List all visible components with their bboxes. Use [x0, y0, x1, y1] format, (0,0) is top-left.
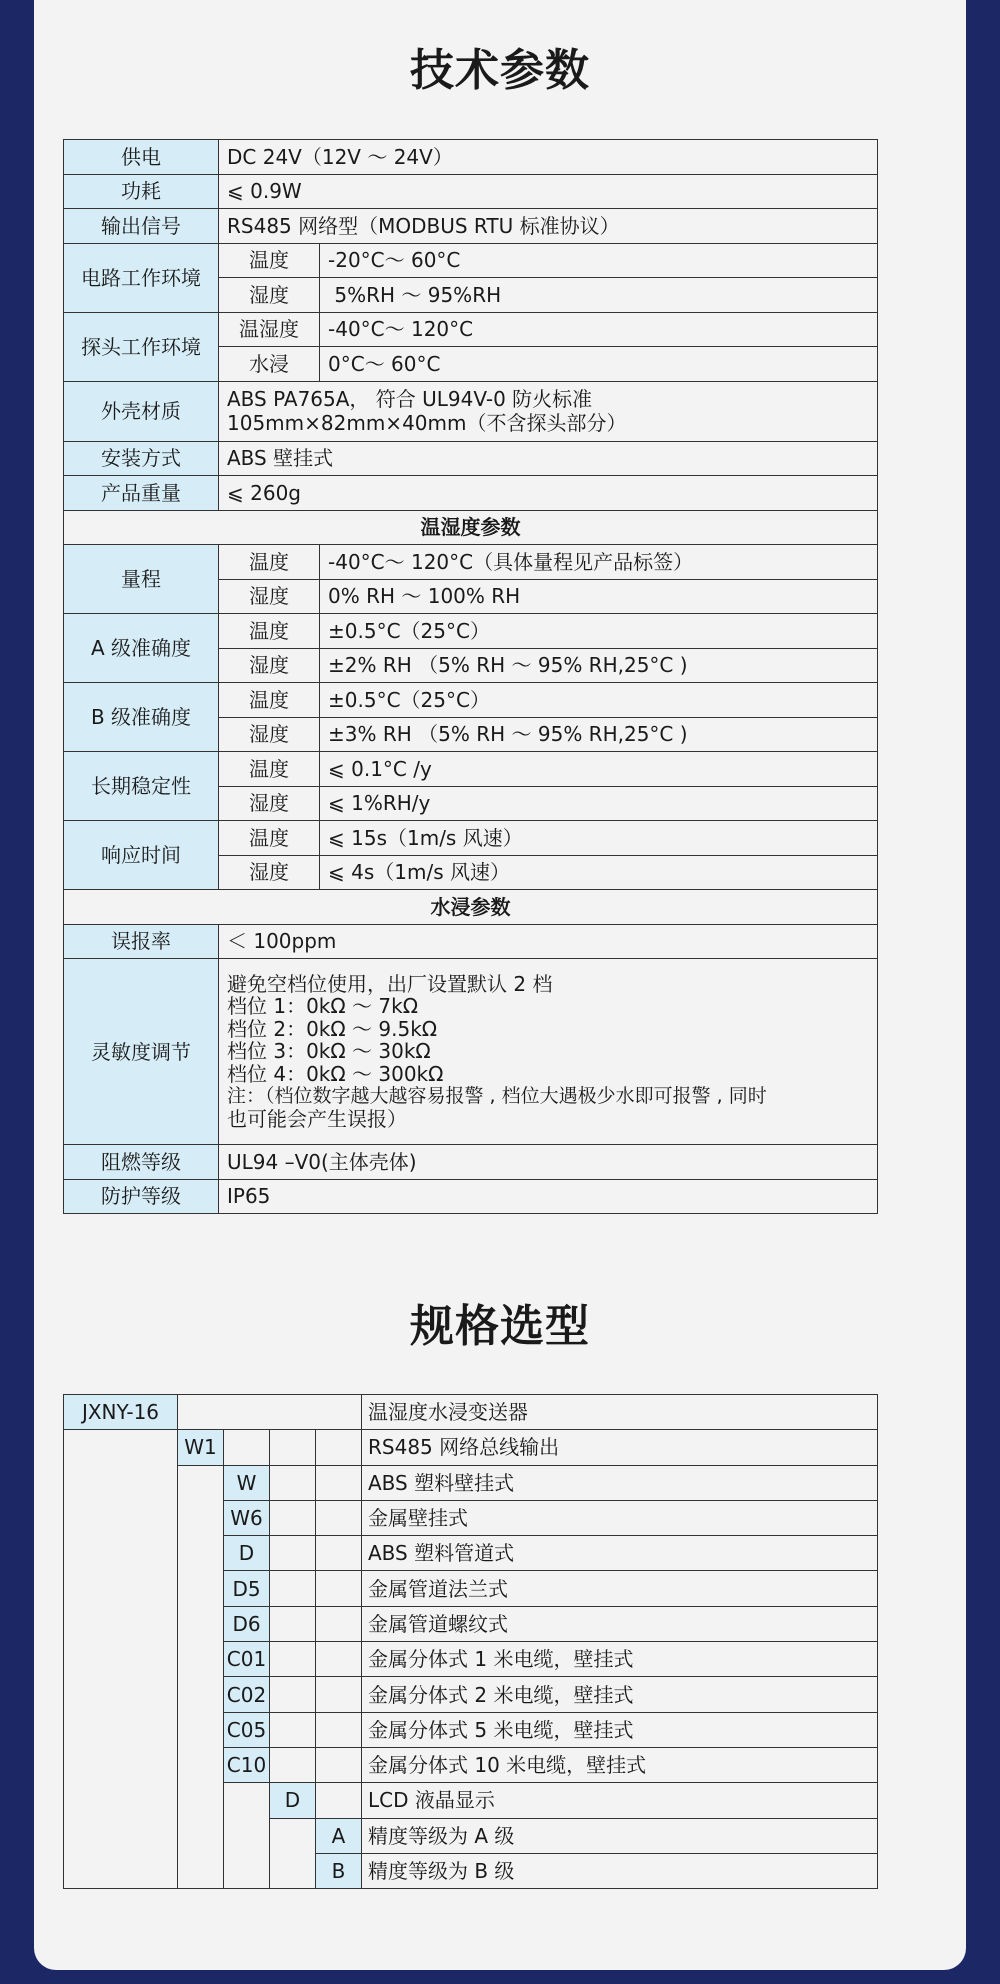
sens-line: 档位 1：0kΩ ～ 7kΩ: [227, 994, 418, 1019]
table-row: [64, 140, 878, 175]
empty-cell: [316, 1712, 362, 1747]
power-value: DC 24V（12V ～ 24V）: [219, 140, 878, 175]
flame-value: UL94 –V0(主体壳体): [219, 1145, 878, 1180]
b-hum-value: ±3% RH （5% RH ～ 95% RH,25°C ): [320, 717, 878, 752]
table-row: [64, 174, 878, 209]
mount-desc: 金属管道法兰式: [362, 1571, 878, 1606]
empty-cell: [270, 1571, 316, 1606]
table-row: [64, 752, 878, 787]
range-temp-value: -40°C～ 120°C（具体量程见产品标签）: [320, 545, 878, 580]
range-hum-label: 湿度: [219, 579, 320, 614]
table-row: [64, 510, 878, 545]
empty-cell: [316, 1747, 362, 1782]
empty-cell: [64, 1430, 178, 1889]
sens-note: 注：（档位数字越大越容易报警 , 档位大遇极少水即可报警 , 同时: [227, 1085, 767, 1108]
empty-cell: [270, 1712, 316, 1747]
table-row: [64, 312, 878, 347]
circuit-env-label: 电路工作环境: [64, 243, 219, 312]
table-row: [64, 1179, 878, 1214]
table-row: [64, 1395, 878, 1430]
empty-cell: [316, 1783, 362, 1818]
b-hum-label: 湿度: [219, 717, 320, 752]
sens-line: 档位 3：0kΩ ～ 30kΩ: [227, 1039, 431, 1064]
table-row: [64, 924, 878, 959]
base-code: JXNY-16: [64, 1395, 178, 1430]
mount-code: D5: [224, 1571, 270, 1606]
base-desc: 温湿度水浸变送器: [362, 1395, 878, 1430]
mount-desc: 金属分体式 2 米电缆，壁挂式: [362, 1677, 878, 1712]
response-label: 响应时间: [64, 821, 219, 890]
mount-desc: 金属分体式 5 米电缆，壁挂式: [362, 1712, 878, 1747]
false-alarm-label: 误报率: [64, 924, 219, 959]
grade-a-code: A: [316, 1818, 362, 1853]
table-row: [64, 476, 878, 511]
shell-label: 外壳材质: [64, 381, 219, 441]
stab-temp-label: 温度: [219, 752, 320, 787]
power-label: 供电: [64, 140, 219, 175]
empty-cell: [178, 1395, 362, 1430]
sensitivity-value: [219, 959, 878, 1145]
shell-value: [219, 381, 878, 441]
table-row: [64, 821, 878, 856]
mount-desc: 金属分体式 1 米电缆，壁挂式: [362, 1642, 878, 1677]
mount-desc: 金属管道螺纹式: [362, 1606, 878, 1641]
install-label: 安装方式: [64, 441, 219, 476]
table-row: [64, 1145, 878, 1180]
mount-desc: ABS 塑料管道式: [362, 1536, 878, 1571]
a-hum-value: ±2% RH （5% RH ～ 95% RH,25°C ): [320, 648, 878, 683]
mount-desc: 金属壁挂式: [362, 1500, 878, 1535]
false-alarm-value: ＜ 100ppm: [219, 924, 878, 959]
mount-desc: ABS 塑料壁挂式: [362, 1465, 878, 1500]
range-hum-value: 0% RH ～ 100% RH: [320, 579, 878, 614]
probe-water-value: 0°C～ 60°C: [320, 347, 878, 382]
a-accuracy-label: A 级准确度: [64, 614, 219, 683]
mount-code: C10: [224, 1747, 270, 1782]
tech-params-table: [63, 139, 878, 1214]
lcd-desc: LCD 液晶显示: [362, 1783, 878, 1818]
empty-cell: [316, 1677, 362, 1712]
a-temp-value: ±0.5°C（25°C）: [320, 614, 878, 649]
stab-hum-label: 湿度: [219, 786, 320, 821]
probe-th-label: 温湿度: [219, 312, 320, 347]
table-row: [64, 890, 878, 925]
a-temp-label: 温度: [219, 614, 320, 649]
output-label: 输出信号: [64, 209, 219, 244]
tech-params-title: 技术参数: [410, 45, 590, 96]
lcd-code: D: [270, 1783, 316, 1818]
table-row: [64, 209, 878, 244]
empty-cell: [270, 1677, 316, 1712]
mount-code: C05: [224, 1712, 270, 1747]
shell-line-2: 105mm×82mm×40mm（不含探头部分）: [227, 411, 627, 435]
mount-code: D: [224, 1536, 270, 1571]
grade-a-desc: 精度等级为 A 级: [362, 1818, 878, 1853]
resp-hum-value: ⩽ 4s（1m/s 风速）: [320, 855, 878, 890]
sens-line: 档位 4：0kΩ ～ 300kΩ: [227, 1061, 444, 1086]
circuit-hum-label: 湿度: [219, 278, 320, 313]
resp-temp-value: ⩽ 15s（1m/s 风速）: [320, 821, 878, 856]
water-section-header: 水浸参数: [64, 890, 878, 925]
table-row: [64, 441, 878, 476]
sens-line: 避免空档位使用，出厂设置默认 2 档: [227, 971, 553, 996]
grade-b-desc: 精度等级为 B 级: [362, 1853, 878, 1888]
mount-code: C02: [224, 1677, 270, 1712]
empty-cell: [316, 1606, 362, 1641]
output-value: RS485 网络型（MODBUS RTU 标准协议）: [219, 209, 878, 244]
empty-cell: [316, 1536, 362, 1571]
probe-env-label: 探头工作环境: [64, 312, 219, 381]
empty-cell: [270, 1747, 316, 1782]
empty-cell: [270, 1500, 316, 1535]
stability-label: 长期稳定性: [64, 752, 219, 821]
empty-cell: [270, 1536, 316, 1571]
table-row: [64, 381, 878, 441]
empty-cell: [316, 1465, 362, 1500]
shell-line-1: ABS PA765A， 符合 UL94V-0 防火标准: [227, 387, 593, 411]
probe-water-label: 水浸: [219, 347, 320, 382]
resp-temp-label: 温度: [219, 821, 320, 856]
probe-th-value: -40°C～ 120°C: [320, 312, 878, 347]
b-temp-value: ±0.5°C（25°C）: [320, 683, 878, 718]
empty-cell: [316, 1571, 362, 1606]
empty-cell: [178, 1465, 224, 1889]
consumption-value: ⩽ 0.9W: [219, 174, 878, 209]
mount-code: W6: [224, 1500, 270, 1535]
b-accuracy-label: B 级准确度: [64, 683, 219, 752]
empty-cell: [224, 1430, 270, 1465]
empty-cell: [316, 1500, 362, 1535]
table-row: [64, 1465, 878, 1500]
model-selection-table: [63, 1394, 878, 1889]
empty-cell: [224, 1783, 270, 1889]
empty-cell: [270, 1465, 316, 1500]
sensitivity-label: 灵敏度调节: [64, 959, 219, 1145]
empty-cell: [270, 1818, 316, 1889]
table-row: [64, 683, 878, 718]
table-row: [64, 545, 878, 580]
protection-value: IP65: [219, 1179, 878, 1214]
install-value: ABS 壁挂式: [219, 441, 878, 476]
sens-note: 也可能会产生误报）: [227, 1106, 407, 1131]
model-selection-title: 规格选型: [410, 1301, 590, 1352]
resp-hum-label: 湿度: [219, 855, 320, 890]
weight-label: 产品重量: [64, 476, 219, 511]
empty-cell: [316, 1642, 362, 1677]
table-row: [64, 1430, 878, 1465]
table-row: [64, 243, 878, 278]
flame-label: 阻燃等级: [64, 1145, 219, 1180]
a-hum-label: 湿度: [219, 648, 320, 683]
stab-temp-value: ⩽ 0.1°C /y: [320, 752, 878, 787]
empty-cell: [316, 1430, 362, 1465]
b-temp-label: 温度: [219, 683, 320, 718]
empty-cell: [270, 1430, 316, 1465]
grade-b-code: B: [316, 1853, 362, 1888]
empty-cell: [270, 1606, 316, 1641]
circuit-hum-value: 5%RH ～ 95%RH: [320, 278, 878, 313]
protection-label: 防护等级: [64, 1179, 219, 1214]
table-row: [64, 614, 878, 649]
mount-code: C01: [224, 1642, 270, 1677]
mount-code: W: [224, 1465, 270, 1500]
mount-code: D6: [224, 1606, 270, 1641]
table-row: [64, 959, 878, 1145]
w1-desc: RS485 网络总线输出: [362, 1430, 878, 1465]
consumption-label: 功耗: [64, 174, 219, 209]
range-temp-label: 温度: [219, 545, 320, 580]
stab-hum-value: ⩽ 1%RH/y: [320, 786, 878, 821]
weight-value: ⩽ 260g: [219, 476, 878, 511]
w1-code: W1: [178, 1430, 224, 1465]
th-section-header: 温湿度参数: [64, 510, 878, 545]
range-label: 量程: [64, 545, 219, 614]
empty-cell: [270, 1642, 316, 1677]
sens-line: 档位 2：0kΩ ～ 9.5kΩ: [227, 1016, 438, 1041]
mount-desc: 金属分体式 10 米电缆，壁挂式: [362, 1747, 878, 1782]
circuit-temp-value: -20°C～ 60°C: [320, 243, 878, 278]
circuit-temp-label: 温度: [219, 243, 320, 278]
